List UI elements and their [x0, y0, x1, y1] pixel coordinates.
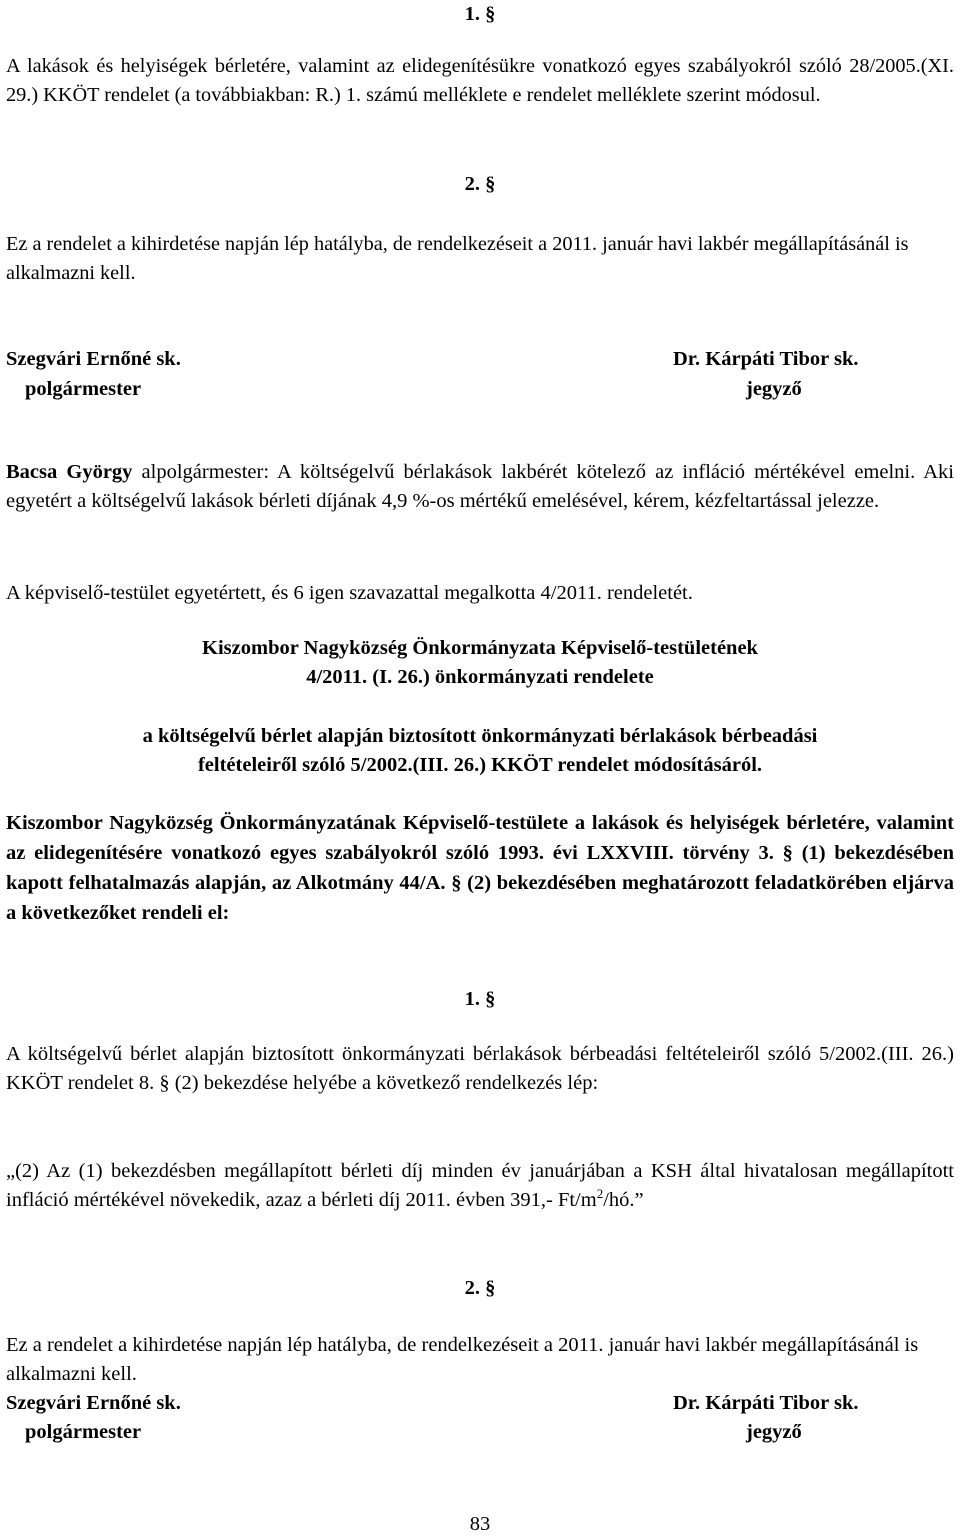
superscript-2: 2	[596, 1186, 604, 1202]
decree-subtitle-line-1: a költségelvű bérlet alapján biztosított önkormányzati bérlakások bérbeadási	[142, 725, 818, 747]
mayor-name: Szegvári Ernőné sk.	[6, 348, 181, 370]
decree-section-heading-1: 1. §	[464, 988, 496, 1010]
speaker-name: Bacsa György	[6, 461, 133, 483]
discussion-paragraph	[6, 458, 954, 515]
paragraph-amendment: A lakások és helyiségek bérletére, valamint az elidegenítésükre vonatkozó egyes szabályokról szóló 28/2005.(XI. 29.) KKÖT rendelet (a továbbiakban: R.) 1. számú melléklete e rendelet melléklete szerint módosul.	[6, 55, 954, 106]
mayor-title: polgármester	[25, 378, 142, 400]
quoted-provision	[6, 1157, 954, 1215]
notary-title: jegyző	[746, 378, 802, 400]
paragraph-effective-date: Ez a rendelet a kihirdetése napján lép hatályba, de rendelkezéseit a 2011. január havi lakbér megállapításánál is alkalmazni kell.	[6, 233, 909, 284]
decree-mayor-name: Szegvári Ernőné sk.	[6, 1392, 181, 1414]
decree-notary-title: jegyző	[746, 1421, 802, 1443]
section-heading-1: 1. §	[464, 3, 496, 25]
decree-paragraph-2: Ez a rendelet a kihirdetése napján lép hatályba, de rendelkezéseit a 2011. január havi lakbér megállapításánál is alkalmazni kell.	[6, 1334, 919, 1385]
vote-result: A képviselő-testület egyetértett, és 6 igen szavazattal megalkotta 4/2011. rendeletét.	[6, 582, 693, 604]
quoted-provision-text: „(2) Az (1) bekezdésben megállapított bérleti díj minden év januárjában a KSH által hivatalosan megállapított infláció mértékével növekedik, azaz a bérleti díj 2011. évben 391,- Ft/m	[6, 1160, 954, 1211]
discussion-text: alpolgármester: A költségelvű bérlakások lakbérét kötelező az infláció mértékével emelni. Aki egyetért a költségelvű lakások bérleti díjának 4,9 %-os mértékű emelésével, kérem, kézfeltartással jelezze.	[6, 461, 954, 512]
section-heading-2: 2. §	[464, 173, 496, 195]
decree-subtitle-line-2: feltételeiről szóló 5/2002.(III. 26.) KKÖT rendelet módosításáról.	[197, 754, 763, 776]
decree-title-line-2: 4/2011. (I. 26.) önkormányzati rendelete	[306, 666, 654, 688]
decree-mayor-title: polgármester	[25, 1421, 142, 1443]
quoted-provision-end: /hó.”	[603, 1189, 644, 1211]
decree-notary-name: Dr. Kárpáti Tibor sk.	[673, 1392, 859, 1414]
decree-preamble: Kiszombor Nagyközség Önkormányzatának Képviselő-testülete a lakások és helyiségek bérletére, valamint az elidegenítésére vonatkozó egyes szabályokról szóló 1993. évi LXXVIII. törvény 3. § (1) bekezdésében kapott felhatalmazás alapján, az Alkotmány 44/A. § (2) bekezdésében meghatározott feladatkörében eljárva a következőket rendeli el:	[6, 812, 954, 924]
decree-paragraph-1: A költségelvű bérlet alapján biztosított önkormányzati bérlakások bérbeadási feltételeiről szóló 5/2002.(III. 26.) KKÖT rendelet 8. § (2) bekezdése helyébe a következő rendelkezés lép:	[6, 1043, 954, 1094]
decree-section-heading-2: 2. §	[464, 1277, 496, 1299]
decree-title-line-1: Kiszombor Nagyközség Önkormányzata Képviselő-testületének	[202, 637, 758, 659]
page-number: 83	[469, 1513, 491, 1535]
notary-name: Dr. Kárpáti Tibor sk.	[673, 348, 859, 370]
